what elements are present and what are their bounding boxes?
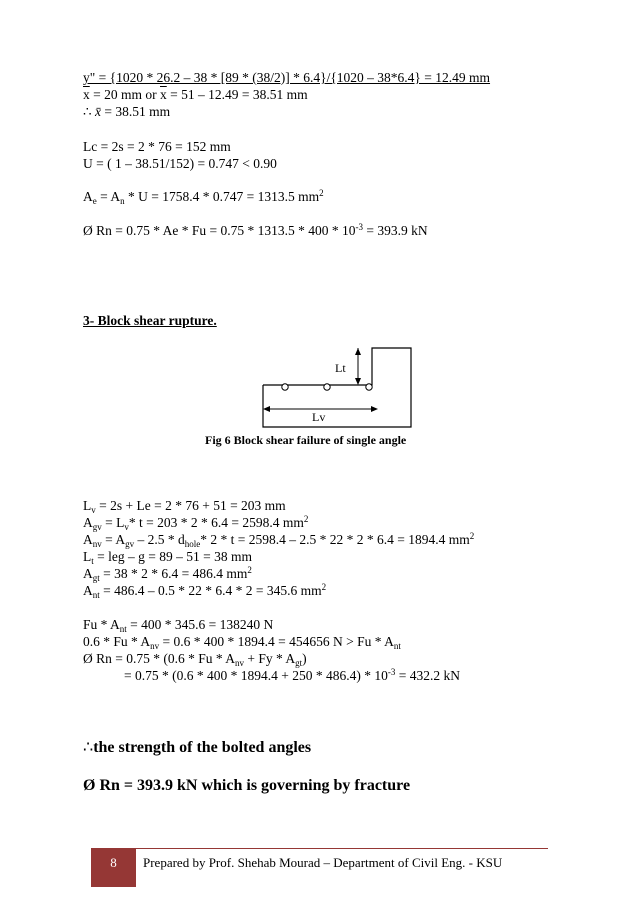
bolt-hole-2 — [324, 384, 330, 390]
equation-rn-fracture: Ø $Rn = 0.75 * Ae * Fu = 0.75 * 1313.5 * 400 * 10^{-3} = 393.9$ kN — [83, 222, 428, 238]
equation-lc: Lc = 2s = 2 * 76 = 152 mm — [83, 139, 231, 154]
lt-arrow-top — [355, 348, 361, 355]
equation-lv: $L_v = 2s + Le = 2 * 76 + 51 = 203$ mm — [83, 498, 286, 515]
block-shear-figure — [250, 340, 420, 430]
equation-agv: $A_{gv} = L_v*$ t = 203 * 2 * 6.4 = 2598.4 $mm^2$ — [83, 514, 309, 532]
equation-y-bar: y" = {1020 * 26.2 – 38 * [89 * (38/2)] * 6.4}/{1020 – 38*6.4} = 12.49 mm — [83, 70, 491, 85]
equation-x-bar: $\overline{x} = 20$ mm or $\overline{x} = 51 - 12.49 = 38.51$ mm — [83, 87, 308, 102]
lv-arrow-left — [263, 406, 270, 412]
conclusion-result: Ø Rn = 393.9 kN which is governing by fracture — [83, 777, 411, 794]
footer-page-number: 8 — [110, 855, 117, 870]
equation-anv: $A_{nv} = A_{gv} - 2.5 * d_{hole}*$ 2 * t = 2598.4 – 2.5 * 22 * 2 * 6.4 = 1894.4 $mm^2$ — [83, 531, 475, 549]
figure-caption: Fig 6 Block shear failure of single angle — [205, 433, 407, 447]
bolt-hole-3 — [366, 384, 372, 390]
section-heading: 3- Block shear rupture. — [83, 313, 217, 328]
equation-fu-anv: $0.6 * Fu * A_{nv} = 0.6 * 400 * 1894.4 = 454656$ $N > Fu * A_{nt}$ — [83, 634, 401, 651]
equation-fu-ant: $Fu * A_{nt} = 400 * 345.6 = 138240$ N — [83, 617, 274, 634]
equation-u: U = ( 1 – 38.51/152) = 0.747 < 0.90 — [83, 156, 277, 171]
bolt-hole-1 — [282, 384, 288, 390]
equation-ae: $A_e = A_n * U = 1758.4 * 0.747 = 1313.5$ $mm^2$ — [83, 188, 324, 206]
conclusion-title: ∴the strength of the bolted angles — [83, 739, 312, 756]
equation-ant: $A_{nt} = 486.4 - 0.5 * 22 * 6.4 * 2 = 345.6$ $mm^2$ — [83, 582, 327, 600]
equation-rn-block-result: = $0.75 * (0.6 * 400 * 1894.4 + 250 * 486.4) * 10^{-3} = 432.2$ kN — [124, 667, 460, 683]
footer-text: Prepared by Prof. Shehab Mourad – Department of Civil Eng. - KSU — [143, 855, 503, 870]
lv-arrow-right — [371, 406, 378, 412]
lt-label: Lt — [335, 361, 346, 375]
lt-arrow-bottom — [355, 378, 361, 385]
lv-label: Lv — [312, 410, 326, 424]
equation-lt: $L_t$ = leg – g = 89 – 51 = 38 mm — [83, 549, 252, 566]
equation-agt: $A_{gt} = 38 * 2 * 6.4 = 486.4$ $mm^2$ — [83, 565, 252, 583]
footer-rule — [136, 848, 548, 849]
equation-rn-block: Ø $Rn = 0.75 * (0.6 * Fu * A_{nv} + Fy * A_{gt})$ — [83, 651, 307, 668]
equation-x-bar-result: ∴ x̄ = 38.51 mm — [83, 104, 171, 119]
